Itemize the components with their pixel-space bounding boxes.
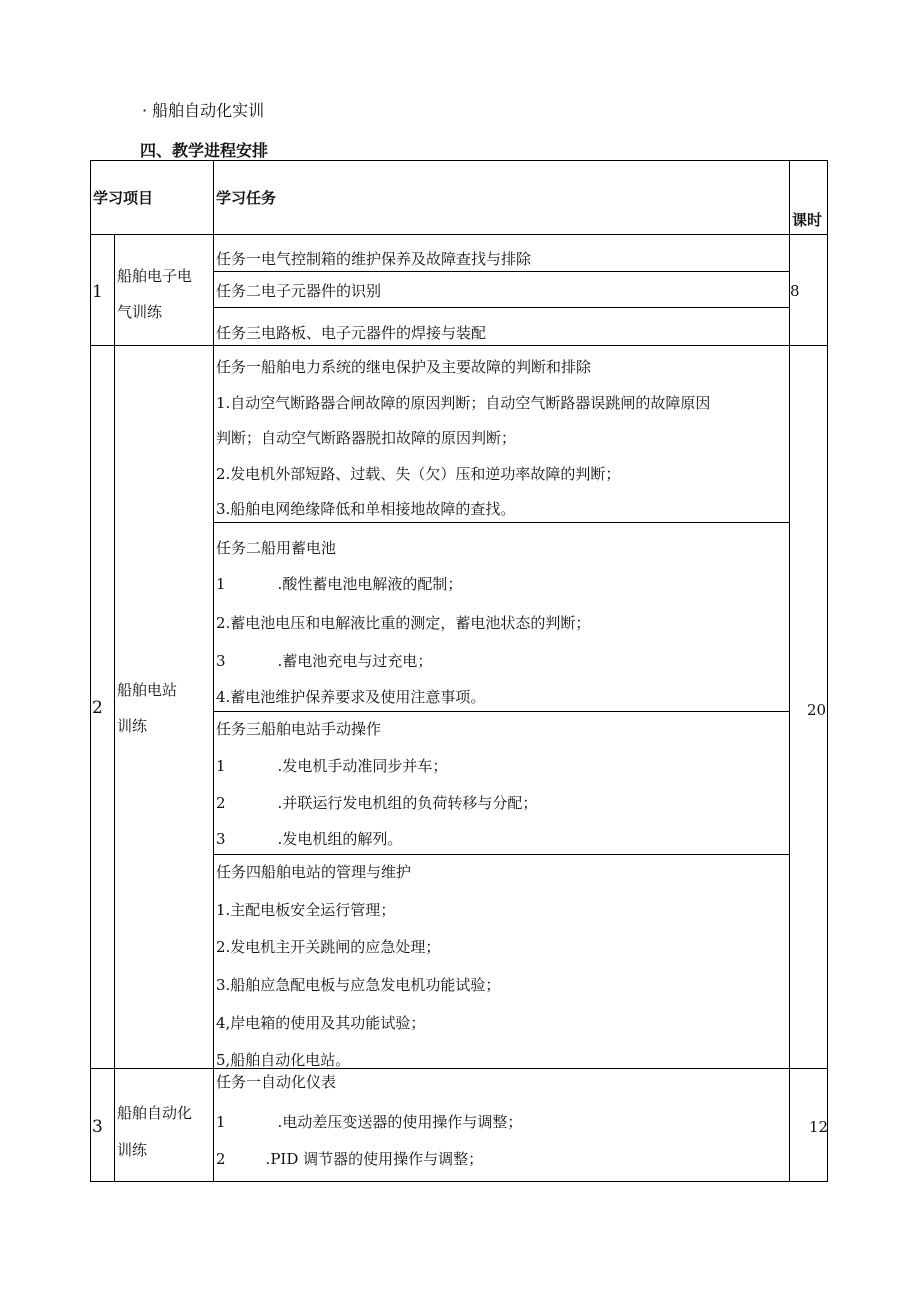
task-item: 判断；自动空气断路器脱扣故障的原因判断； — [216, 429, 517, 447]
task-item: 4,岸电箱的使用及其功能试验； — [216, 1014, 426, 1032]
task-item — [216, 574, 462, 594]
row-index: 2 — [92, 698, 103, 718]
task-title: 任务二船用蓄电池 — [216, 539, 337, 557]
item-text: .酸性蓄电池电解液的配制； — [277, 575, 463, 593]
item-text: .电动差压变送器的使用操作与调整； — [277, 1113, 523, 1131]
task-item: 4.蓄电池维护保养要求及使用注意事项。 — [216, 688, 486, 706]
row-index: 1 — [92, 282, 103, 302]
task-title: 任务一船舶电力系统的继电保护及主要故障的判断和排除 — [216, 358, 592, 376]
task-item: 2.蓄电池电压和电解液比重的测定，蓄电池状态的判断； — [216, 614, 591, 632]
task-item — [216, 793, 537, 813]
task-item — [216, 829, 402, 849]
row-hours: 20 — [807, 701, 827, 719]
header-task: 学习任务 — [216, 189, 277, 207]
task-item — [216, 1149, 483, 1169]
task-item — [216, 756, 447, 776]
task-item: 2.发电机外部短路、过载、失（欠）压和逆功率故障的判断； — [216, 465, 621, 483]
task-item: 1.主配电板安全运行管理； — [216, 901, 396, 919]
task-item: 3.船舶应急配电板与应急发电机功能试验； — [216, 976, 501, 994]
task-title: 任务二电子元器件的识别 — [216, 282, 382, 300]
item-number: 1 — [216, 1113, 226, 1131]
task-item — [216, 651, 432, 671]
item-text: .PID 调节器的使用操作与调整； — [265, 1150, 484, 1168]
item-number: 2 — [216, 1150, 226, 1168]
item-number: 1 — [216, 575, 226, 593]
row-hours: 8 — [790, 282, 800, 300]
item-text: .蓄电池充电与过充电； — [277, 652, 433, 670]
task-title: 任务四船舶电站的管理与维护 — [216, 863, 412, 881]
task-item — [216, 1112, 522, 1132]
task-title: 任务三船舶电站手动操作 — [216, 720, 382, 738]
project-name-line: 训练 — [117, 717, 148, 735]
item-number: 3 — [216, 652, 226, 670]
row-index: 3 — [92, 1117, 103, 1137]
item-number: 1 — [216, 757, 226, 775]
header-project: 学习项目 — [93, 189, 154, 207]
item-number: 2 — [216, 794, 226, 812]
project-name-line: 训练 — [117, 1141, 148, 1159]
bullet-item: · 船舶自动化实训 — [142, 101, 265, 120]
project-name-line: 船舶电站 — [117, 681, 178, 699]
header-hours: 课时 — [792, 211, 823, 229]
task-item: 2.发电机主开关跳闸的应急处理； — [216, 938, 441, 956]
task-title: 任务三电路板、电子元器件的焊接与装配 — [216, 324, 487, 342]
row-hours: 12 — [809, 1118, 829, 1136]
schedule-table — [90, 160, 828, 1182]
item-text: .发电机手动准同步并车； — [277, 757, 448, 775]
item-text: .并联运行发电机组的负荷转移与分配； — [277, 794, 538, 812]
task-item: 3.船舶电网绝缘降低和单相接地故障的查找。 — [216, 500, 516, 518]
item-number: 3 — [216, 830, 226, 848]
project-name-line: 气训练 — [117, 303, 163, 321]
task-title: 任务一自动化仪表 — [216, 1073, 337, 1091]
project-name-line: 船舶电子电 — [117, 267, 193, 285]
task-item: 5,船舶自动化电站。 — [216, 1051, 351, 1069]
task-title: 任务一电气控制箱的维护保养及故障查找与排除 — [216, 250, 532, 268]
task-item: 1.自动空气断路器合闸故障的原因判断；自动空气断路器误跳闸的故障原因 — [216, 394, 711, 412]
section-heading: 四、教学进程安排 — [140, 141, 269, 160]
project-name-line: 船舶自动化 — [117, 1104, 193, 1122]
item-text: .发电机组的解列。 — [277, 830, 403, 848]
